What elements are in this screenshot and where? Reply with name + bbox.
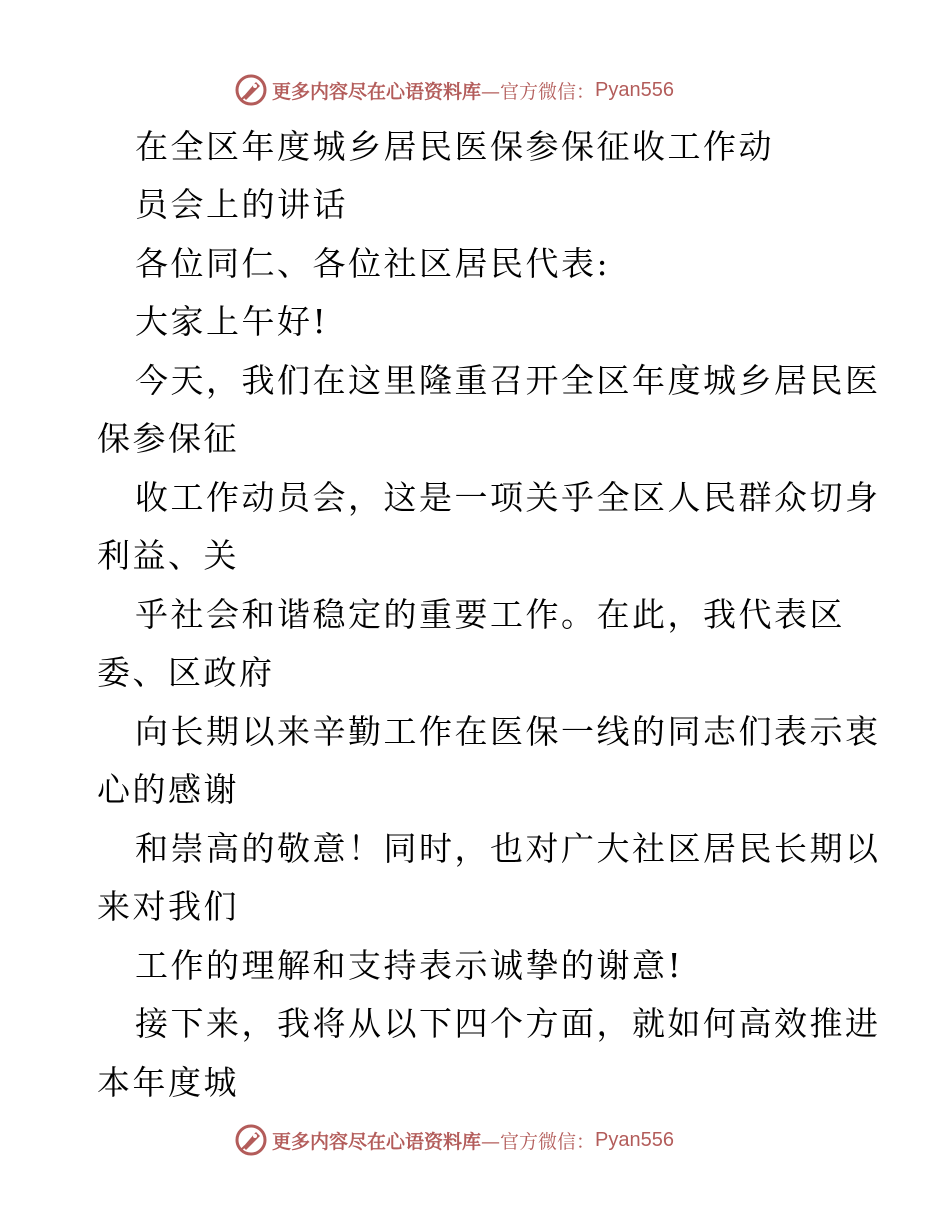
footer-banner	[234, 1122, 714, 1158]
pen-nib-logo-icon	[234, 1123, 268, 1157]
footer-banner-main: 更多内容尽在心语资料库	[272, 1130, 482, 1153]
paragraph-line: 心的感谢	[97, 770, 239, 809]
paragraph-line: 收工作动员会，这是一项关乎全区人民群众切身	[135, 478, 881, 517]
header-banner-id: Pyan556	[595, 78, 674, 101]
paragraph-line: 向长期以来辛勤工作在医保一线的同志们表示衷	[135, 712, 881, 751]
header-banner-sub: —官方微信：	[481, 80, 596, 103]
paragraph-line: 今天，我们在这里隆重召开全区年度城乡居民医	[135, 361, 881, 400]
paragraph-line: 本年度城	[97, 1063, 239, 1102]
paragraph-line: 接下来，我将从以下四个方面，就如何高效推进	[135, 1004, 881, 1043]
salutation: 各位同仁、各位社区居民代表:	[135, 244, 611, 283]
greeting: 大家上午好!	[135, 302, 329, 341]
footer-banner-sub: —官方微信：	[481, 1130, 596, 1153]
paragraph-line: 和崇高的敬意！同时，也对广大社区居民长期以	[135, 829, 881, 868]
header-banner	[234, 72, 714, 108]
paragraph-line: 乎社会和谐稳定的重要工作。在此，我代表区	[135, 595, 845, 634]
paragraph-line: 工作的理解和支持表示诚挚的谢意!	[135, 946, 684, 985]
footer-banner-id: Pyan556	[595, 1128, 674, 1151]
paragraph-line: 委、区政府	[97, 653, 275, 692]
title-line-2: 员会上的讲话	[135, 185, 348, 224]
title-line-1: 在全区年度城乡居民医保参保征收工作动	[135, 127, 774, 166]
paragraph-line: 保参保征	[97, 419, 239, 458]
paragraph-line: 利益、关	[97, 536, 239, 575]
paragraph-line: 来对我们	[97, 887, 239, 926]
pen-nib-logo-icon	[234, 73, 268, 107]
header-banner-main: 更多内容尽在心语资料库	[272, 80, 482, 103]
